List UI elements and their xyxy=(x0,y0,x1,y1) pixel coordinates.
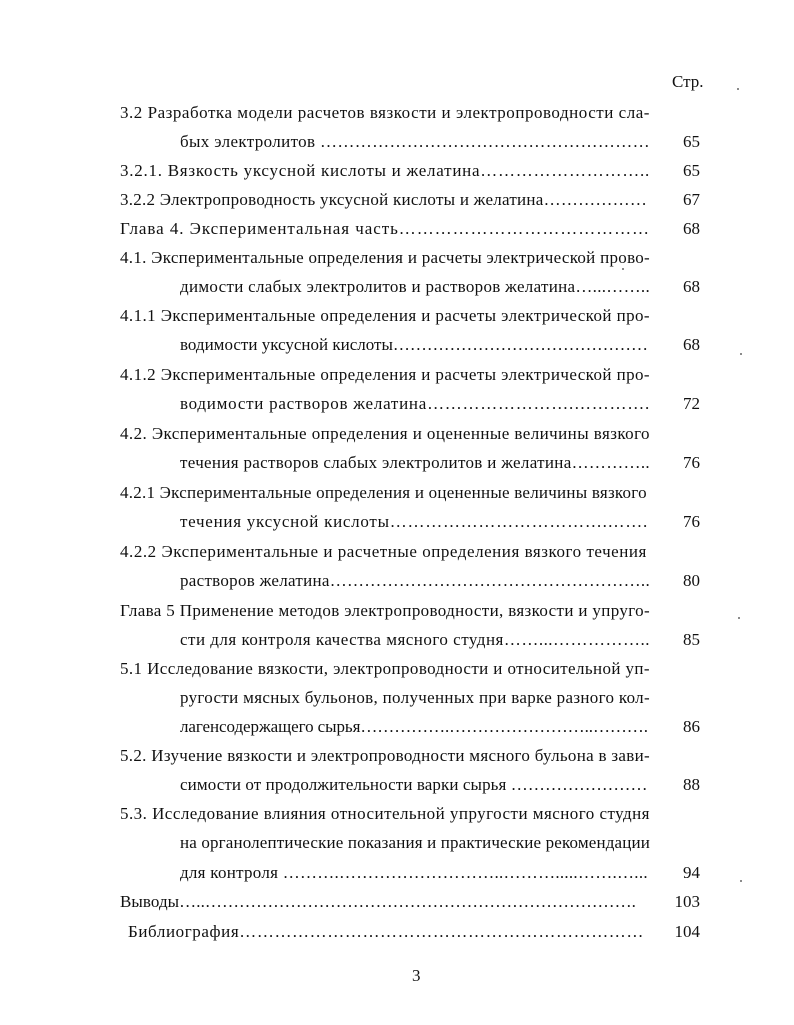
toc-page-number: 68 xyxy=(683,277,700,296)
toc-line xyxy=(120,600,700,622)
toc-entry-text: 4.1.1 Экспериментальные определения и расчеты электрической про- xyxy=(120,306,650,325)
toc-page-number: 65 xyxy=(683,132,700,151)
toc-entry-text: 4.2.2 Экспериментальные и расчетные определения вязкого течения xyxy=(120,542,647,561)
toc-line xyxy=(120,803,700,825)
toc-page-number: 104 xyxy=(674,922,700,941)
toc-page-number: 86 xyxy=(683,717,700,736)
toc-page-number: 80 xyxy=(683,571,700,590)
toc-entry-text: сти для контроля качества мясного студня……...…………….. xyxy=(180,630,650,649)
toc-entry-text: 5.3. Исследование влияния относительной упругости мясного студня xyxy=(120,804,650,823)
toc-line xyxy=(120,189,700,211)
toc-entry-text: на органолептические показания и практические рекомендации xyxy=(180,833,650,852)
toc-line xyxy=(120,305,700,327)
toc-line xyxy=(120,862,700,884)
toc-entry-text: 3.2 Разработка модели расчетов вязкости и электропроводности сла- xyxy=(120,103,650,122)
toc-entry-text: Глава 5 Применение методов электропроводности, вязкости и упруго- xyxy=(120,601,650,620)
toc-entry-text: димости слабых электролитов и растворов желатина…...…….. xyxy=(180,277,650,296)
page-number: 3 xyxy=(412,966,421,985)
toc-entry-text: течения растворов слабых электролитов и желатина………….. xyxy=(180,453,650,472)
toc-page-number: 103 xyxy=(674,892,700,911)
toc-line xyxy=(120,247,700,269)
toc-line xyxy=(120,541,700,563)
toc-page-number: 88 xyxy=(683,775,700,794)
toc-page-number: 85 xyxy=(683,630,700,649)
toc-entry-text: ругости мясных бульонов, полученных при варке разного кол- xyxy=(180,688,650,707)
toc-entry-text: 4.1.2 Экспериментальные определения и расчеты электрической про- xyxy=(120,365,650,384)
toc-page-number: 67 xyxy=(683,190,700,209)
toc-entry-text: водимости растворов желатина…………………….…………. xyxy=(180,394,650,413)
toc-entry-text: течения уксусной кислоты……………………………….……. xyxy=(180,512,649,531)
scan-speck xyxy=(740,353,742,355)
toc-entry-text: Выводы…..…………………………………………………………………. xyxy=(120,892,636,911)
toc-line xyxy=(120,658,700,680)
toc-entry-text: лагенсодержащего сырья…………….……………………..………. xyxy=(180,717,648,736)
toc-entry-text: растворов желатина……………………………………………….. xyxy=(180,571,650,590)
toc-line xyxy=(120,423,700,445)
toc-line xyxy=(120,774,700,796)
toc-entry-text: Глава 4. Экспериментальная часть…………………………………… xyxy=(120,219,650,238)
page-column-header: Стр. xyxy=(672,72,704,91)
toc-entry-text: 5.2. Изучение вязкости и электропроводности мясного бульона в зави- xyxy=(120,746,650,765)
toc-entry-text: 4.1. Экспериментальные определения и расчеты электрической прово- xyxy=(120,248,650,267)
toc-entry-text: 4.2. Экспериментальные определения и оцененные величины вязкого xyxy=(120,424,650,443)
toc-page-number: 68 xyxy=(683,335,700,354)
toc-line xyxy=(120,570,700,592)
toc-line xyxy=(120,102,700,124)
toc-line xyxy=(120,334,700,356)
toc-line xyxy=(120,131,700,153)
toc-line xyxy=(120,891,700,913)
toc-entry-text: симости от продолжительности варки сырья …………………… xyxy=(180,775,648,794)
toc-entry-text: Библиография…………………………………………………………… xyxy=(128,922,644,941)
toc-line xyxy=(120,716,700,738)
toc-page-number: 72 xyxy=(683,394,700,413)
toc-page-number: 76 xyxy=(683,512,700,531)
toc-entry-text: 3.2.1. Вязкость уксусной кислоты и желатина……………………….. xyxy=(120,161,650,180)
toc-line xyxy=(120,452,700,474)
toc-line xyxy=(120,921,700,943)
toc-line xyxy=(120,276,700,298)
scan-speck xyxy=(740,880,742,882)
toc-line xyxy=(120,160,700,182)
toc-line xyxy=(120,511,700,533)
toc-line xyxy=(120,687,700,709)
scan-speck xyxy=(622,268,624,270)
toc-page-number: 94 xyxy=(683,863,700,882)
toc-page-number: 65 xyxy=(683,161,700,180)
toc-entry-text: 4.2.1 Экспериментальные определения и оцененные величины вязкого xyxy=(120,483,647,502)
scan-speck xyxy=(737,88,739,90)
toc-entry-text: водимости уксусной кислоты……………………………………… xyxy=(180,335,648,354)
toc-line xyxy=(120,393,700,415)
toc-line xyxy=(120,745,700,767)
toc-page-number: 68 xyxy=(683,219,700,238)
toc-entry-text: бых электролитов ………………………………………………… xyxy=(180,132,650,151)
toc-entry-text: для контроля ……….………………………..……….....…….…... xyxy=(180,863,648,882)
toc-line xyxy=(120,218,700,240)
toc-line xyxy=(120,482,700,504)
scan-speck xyxy=(738,617,740,619)
toc-entry-text: 3.2.2 Электропроводность уксусной кислоты и желатина……………… xyxy=(120,190,648,209)
toc-entry-text: 5.1 Исследование вязкости, электропроводности и относительной уп- xyxy=(120,659,650,678)
toc-line xyxy=(120,832,700,854)
toc-page-number: 76 xyxy=(683,453,700,472)
toc-line xyxy=(120,629,700,651)
toc-line xyxy=(120,364,700,386)
